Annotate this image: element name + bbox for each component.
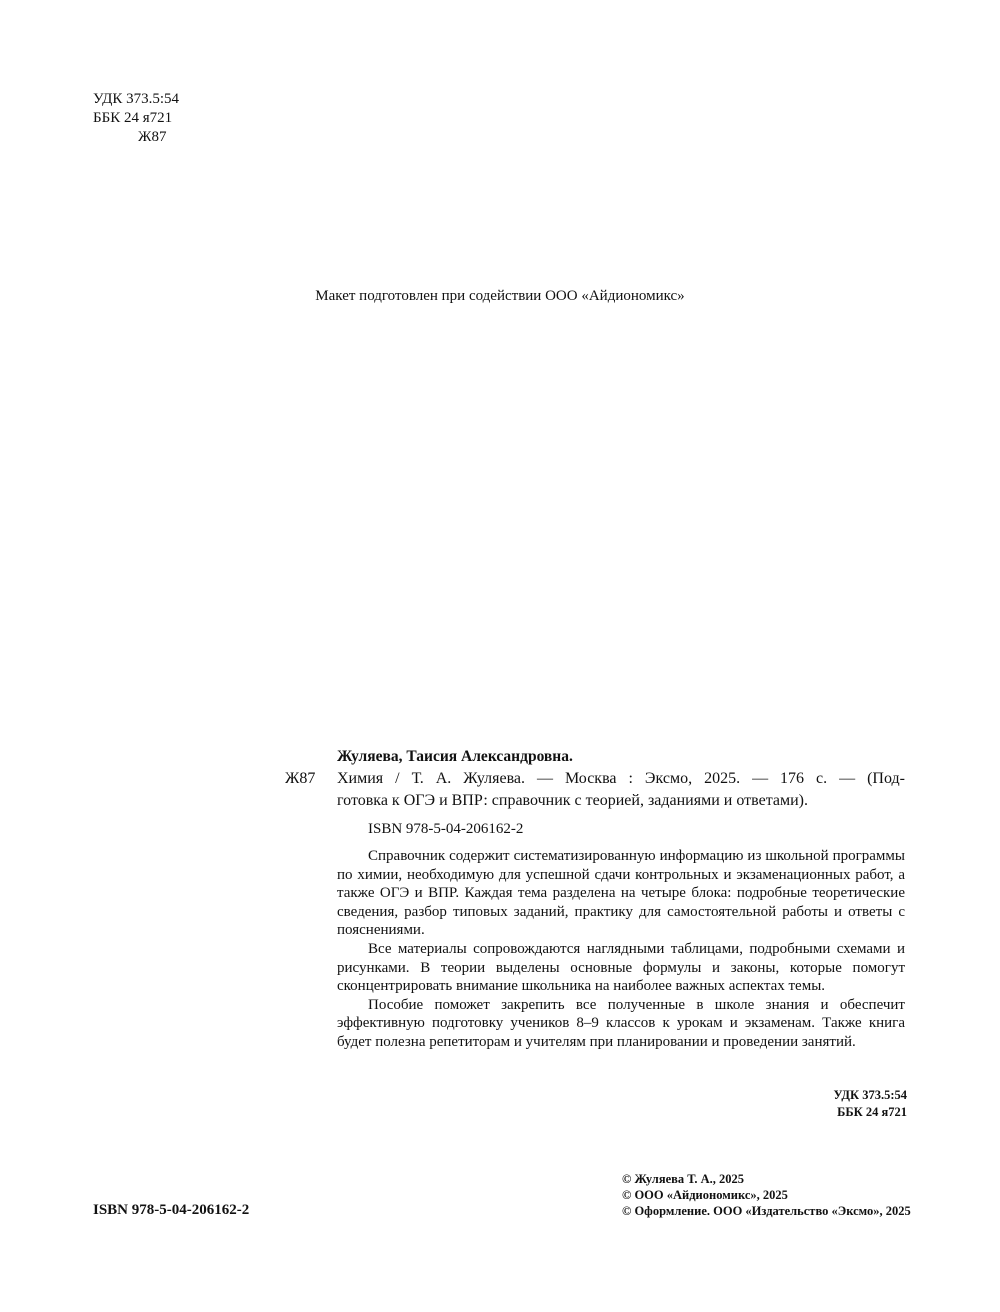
- classification-bottom: [834, 1087, 908, 1121]
- bibliographic-line-1: Химия / Т. А. Жуляева. — Москва : Эксмо, 2025. — 176 с. — (Под-: [337, 770, 905, 787]
- classification-top: [93, 90, 179, 147]
- copyright-line: © Оформление. ООО «Издательство «Эксмо», 2025: [622, 1203, 911, 1218]
- isbn-inline: ISBN 978-5-04-206162-2: [368, 821, 524, 837]
- annotation-paragraph-1: Справочник содержит систематизированную информацию из школьной программы по химии, необходимую для успешной сдачи контрольных и экзаменационных работ, а также ОГЭ и ВПР. Каждая тема разделена на четыре блока: подробные теоретические сведения, разбор типовых заданий, практику для самостоятельной работы и ответы с пояснениями.: [337, 848, 905, 939]
- annotation: [337, 847, 905, 1052]
- isbn-main: ISBN 978-5-04-206162-2: [93, 1202, 250, 1218]
- copyright-block: [622, 1172, 911, 1219]
- annotation-paragraph-3: Пособие поможет закрепить все полученные в школе знания и обеспечит эффективную подготовку учеников 8–9 классов к урокам и экзаменам. Также книга будет полезна репетиторам и учителям при планировании и проведении занятий.: [337, 996, 905, 1050]
- author-heading: Жуляева, Таисия Александровна.: [337, 748, 573, 765]
- author-cipher: Ж87: [285, 770, 316, 787]
- bbk-code: ББК 24 я721: [93, 110, 173, 126]
- udk-code: УДК 373.5:54: [93, 91, 180, 107]
- bibliographic-line-2: готовка к ОГЭ и ВПР: справочник с теорией, заданиями и ответами).: [337, 792, 808, 809]
- bbk-code-bottom: ББК 24 я721: [837, 1105, 907, 1119]
- layout-credit: Макет подготовлен при содействии ООО «Айдиономикс»: [315, 288, 685, 304]
- copyright-line: © ООО «Айдиономикс», 2025: [622, 1187, 788, 1202]
- copyright-line: © Жуляева Т. А., 2025: [622, 1172, 744, 1186]
- udk-code-bottom: УДК 373.5:54: [833, 1088, 907, 1102]
- annotation-paragraph-2: Все материалы сопровождаются наглядными таблицами, подробными схемами и рисунками. В теории выделены основные формулы и законы, которые помогут сконцентрировать внимание школьника на наиболее важных аспектах темы.: [337, 940, 905, 995]
- author-mark: Ж87: [138, 129, 167, 145]
